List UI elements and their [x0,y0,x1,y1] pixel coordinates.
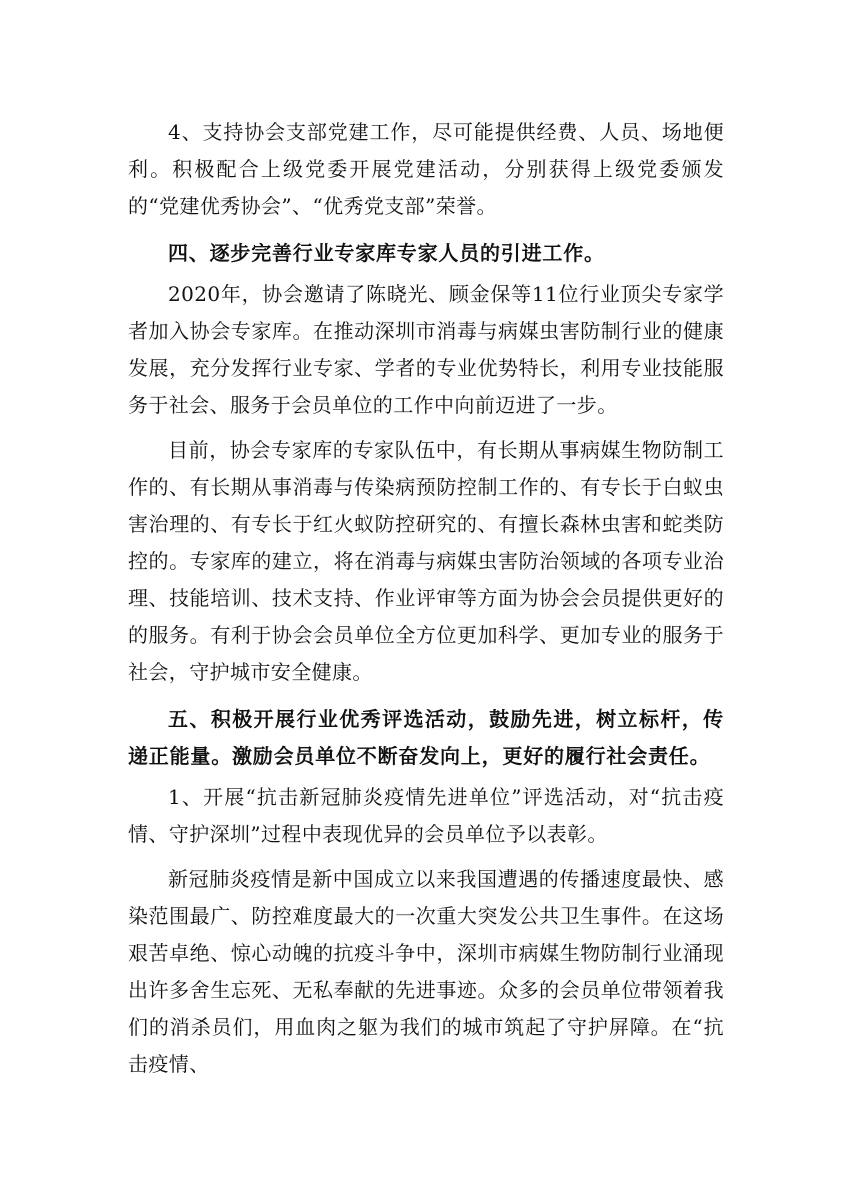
document-body [128,114,724,1083]
paragraph-party-building-support: 4、支持协会支部党建工作，尽可能提供经费、人员、场地便利。积极配合上级党委开展党建活动，分别获得上级党委颁发的“党建优秀协会”、“优秀党支部”荣誉。 [128,120,724,218]
paragraph-expert-team-description: 目前，协会专家库的专家队伍中，有长期从事病媒生物防制工作的、有长期从事消毒与传染病预防控制工作的、有专长于白蚁虫害治理的、有专长于红火蚁防控研究的、有擅长森林虫害和蛇类防控的。专家库的建立，将在消毒与病媒虫害防治领域的各项专业治理、技能培训、技术支持、作业评审等方面为协会会员提供更好的的服务。有利于协会会员单位全方位更加科学、更加专业的服务于社会，守护城市安全健康。 [128,438,724,684]
paragraph-covid-award-activity: 1、开展“抗击新冠肺炎疫情先进单位”评选活动，对“抗击疫情、守护深圳”过程中表现优异的会员单位予以表彰。 [128,785,724,846]
section-heading-four: 四、逐步完善行业专家库专家人员的引进工作。 [168,241,605,265]
section-heading-five: 五、积极开展行业优秀评选活动，鼓励先进，树立标杆，传递正能量。激励会员单位不断奋发向上，更好的履行社会责任。 [128,707,724,768]
paragraph-covid-epidemic-context: 新冠肺炎疫情是新中国成立以来我国遭遇的传播速度最快、感染范围最广、防控难度最大的一次重大突发公共卫生事件。在这场艰苦卓绝、惊心动魄的抗疫斗争中，深圳市病媒生物防制行业涌现出许多舍生忘死、无私奉献的先进事迹。众多的会员单位带领着我们的消杀员们，用血肉之躯为我们的城市筑起了守护屏障。在“抗击疫情、 [128,867,724,1076]
paragraph-expert-recruitment-2020: 2020年，协会邀请了陈晓光、顾金保等11位行业顶尖专家学者加入协会专家库。在推动深圳市消毒与病媒虫害防制行业的健康发展，充分发挥行业专家、学者的专业优势特长，利用专业技能服务于社会、服务于会员单位的工作中向前迈进了一步。 [128,282,724,417]
